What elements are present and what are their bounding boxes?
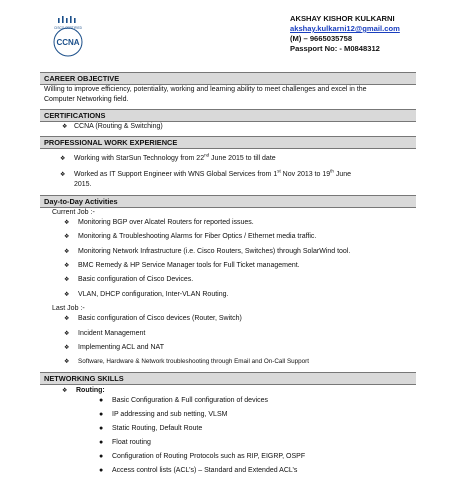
- bullet-icon: ●: [99, 438, 104, 446]
- section-career-objective: CAREER OBJECTIVE: [40, 72, 416, 85]
- candidate-name: AKSHAY KISHOR KULKARNI: [290, 14, 395, 23]
- ccna-logo: [48, 14, 88, 60]
- last-job-label: Last Job :-: [52, 305, 85, 313]
- arrow-bullet-icon: ❖: [64, 316, 70, 323]
- section-day-to-day: Day-to-Day Activities: [40, 195, 416, 208]
- career-text-line-2: Computer Networking field.: [44, 96, 129, 104]
- list-item: ❖ Working with StarSun Technology from 22nd June 2015 to till date: [40, 154, 416, 165]
- list-item: ❖ CCNA (Routing & Switching): [62, 123, 163, 131]
- resume-header: [40, 12, 416, 68]
- bullet-icon: ●: [99, 452, 104, 460]
- resume-page: [40, 12, 416, 480]
- bullet-icon: ●: [99, 466, 104, 474]
- arrow-bullet-icon: ❖: [62, 124, 68, 131]
- arrow-bullet-icon: ❖: [64, 219, 70, 226]
- list-item: ● Configuration of Routing Protocols such as RIP, EIGRP, OSPF: [99, 452, 306, 460]
- last-job-list: [40, 314, 416, 367]
- section-certifications: CERTIFICATIONS: [40, 109, 416, 122]
- passport-number: Passport No: - M0848312: [290, 44, 380, 53]
- list-item: ● Static Routing, Default Route: [99, 424, 203, 432]
- list-item: ❖ Basic configuration of Cisco Devices.: [64, 276, 194, 284]
- list-item: ❖ BMC Remedy & HP Service Manager tools for Full Ticket management.: [64, 262, 300, 270]
- bullet-icon: ●: [99, 410, 104, 418]
- arrow-bullet-icon: ❖: [64, 291, 70, 298]
- work-list: [40, 154, 416, 191]
- list-item: ❖ Worked as IT Support Engineer with WNS Global Services from 1st Nov 2013 to 19th June 2015.: [60, 168, 352, 189]
- list-item: ❖ Monitoring Network Infrastructure (i.e. Cisco Routers, Switches) through SolarWind tool.: [64, 247, 351, 255]
- arrow-bullet-icon: ❖: [64, 263, 70, 270]
- current-job-list: [40, 218, 416, 300]
- arrow-bullet-icon: ❖: [62, 387, 68, 394]
- arrow-bullet-icon: ❖: [60, 171, 66, 178]
- bullet-icon: ●: [99, 396, 104, 404]
- bullet-icon: ●: [99, 424, 104, 432]
- section-networking-skills: NETWORKING SKILLS: [40, 372, 416, 385]
- email-link[interactable]: akshay.kulkarni12@gmail.com: [290, 24, 400, 33]
- list-item: ❖ Incident Management: [64, 329, 146, 337]
- arrow-bullet-icon: ❖: [64, 345, 70, 352]
- arrow-bullet-icon: ❖: [64, 248, 70, 255]
- list-item: ❖ Monitoring BGP over Alcatel Routers for reported issues.: [64, 218, 254, 226]
- arrow-bullet-icon: ❖: [64, 277, 70, 284]
- list-item: ● Float routing: [99, 438, 151, 446]
- list-item: ● Access control lists (ACL’s) – Standard and Extended ACL’s: [99, 466, 298, 474]
- certification-list: [40, 122, 416, 132]
- current-job-label: Current Job :-: [52, 208, 95, 216]
- arrow-bullet-icon: ❖: [64, 359, 70, 366]
- list-item: ❖ Software, Hardware & Network troubleshooting through Email and On-Call Support: [64, 358, 310, 366]
- list-item: ● IP addressing and sub netting, VLSM: [99, 410, 228, 418]
- logo-top-text: CISCO CERTIFIED: [54, 26, 82, 30]
- career-text-line-1: Willing to improve efficiency, potentiality, working and learning ability to meet challenges and excel in the: [44, 86, 367, 93]
- contact-block: [290, 14, 400, 54]
- arrow-bullet-icon: ❖: [64, 234, 70, 241]
- list-item: ❖ VLAN, DHCP configuration, Inter-VLAN Routing.: [64, 290, 229, 298]
- mobile-number: (M) – 9665035758: [290, 34, 353, 43]
- arrow-bullet-icon: ❖: [60, 156, 66, 163]
- list-item: ● Basic Configuration & Full configuration of devices: [99, 396, 269, 404]
- routing-label: ❖ Routing:: [62, 386, 105, 394]
- logo-big-text: CCNA: [56, 38, 80, 47]
- list-item: ❖ Implementing ACL and NAT: [64, 344, 164, 352]
- section-work-experience: PROFESSIONAL WORK EXPERIENCE: [40, 136, 416, 149]
- routing-skill-list: [40, 396, 416, 476]
- list-item: ❖ Monitoring & Troubleshooting Alarms for Fiber Optics / Ethernet media traffic.: [64, 233, 317, 241]
- list-item: ❖ Basic configuration of Cisco devices (Router, Switch): [64, 315, 242, 323]
- arrow-bullet-icon: ❖: [64, 330, 70, 337]
